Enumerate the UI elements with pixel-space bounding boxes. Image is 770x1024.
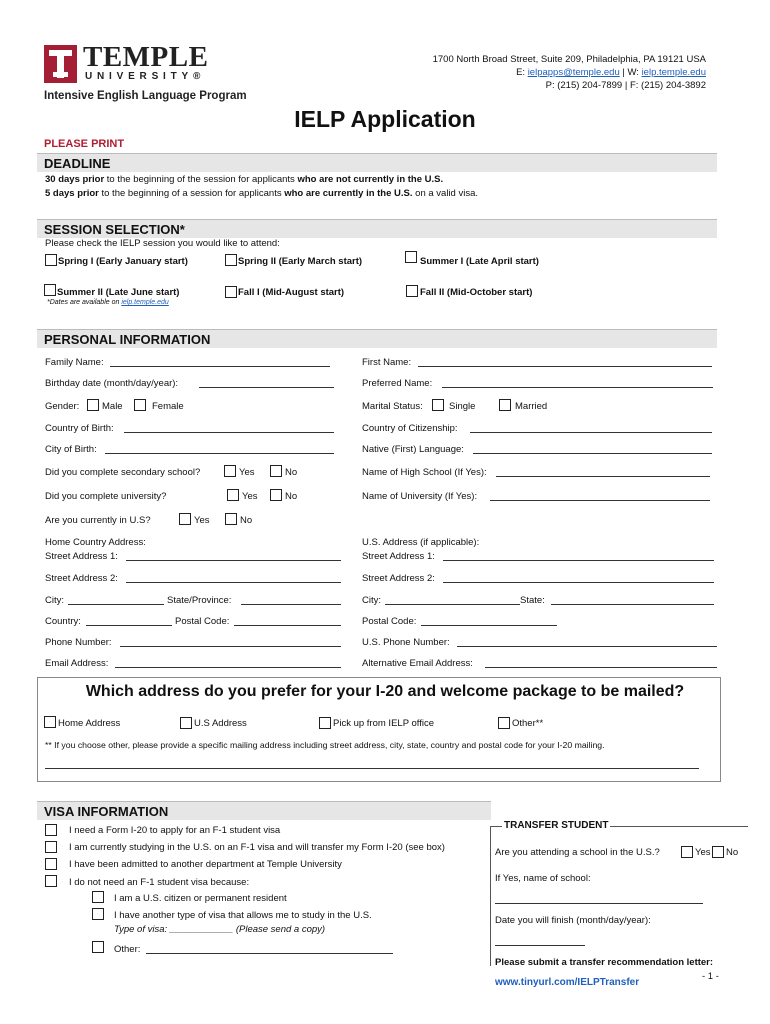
us-phone-field[interactable] — [457, 646, 717, 647]
pickup-option: Pick up from IELP office — [333, 718, 435, 729]
checkbox-in-us-yes[interactable] — [179, 513, 191, 525]
other-address-field[interactable] — [45, 768, 699, 769]
secondary-no-label: No — [285, 467, 298, 478]
us-street-1-label: Street Address 1: — [362, 551, 435, 562]
checkbox-secondary-yes[interactable] — [224, 465, 236, 477]
family-name-field[interactable] — [110, 366, 330, 367]
mailing-question: Which address do you prefer for your I-20 and welcome package to be mailed? — [85, 683, 685, 700]
secondary-yes-label: Yes — [239, 467, 255, 478]
option-fall-1: Fall I (Mid-August start) — [238, 287, 345, 298]
checkbox-visa-not-needed[interactable] — [45, 875, 57, 887]
checkbox-summer-2[interactable] — [44, 284, 56, 296]
checkbox-single[interactable] — [432, 399, 444, 411]
university-name-label: Name of University (If Yes): — [362, 491, 478, 502]
country-of-citizenship-label: Country of Citizenship: — [362, 423, 458, 434]
checkbox-university-yes[interactable] — [227, 489, 239, 501]
school-name-field[interactable] — [495, 903, 703, 904]
in-us-yes-label: Yes — [194, 515, 210, 526]
checkbox-visa-need-i20[interactable] — [45, 824, 57, 836]
recommendation-letter-note: Please submit a transfer recommendation letter: — [495, 957, 714, 968]
checkbox-visa-transfer[interactable] — [45, 841, 57, 853]
checkbox-other-visa[interactable] — [92, 908, 104, 920]
country-of-citizenship-field[interactable] — [470, 432, 712, 433]
state-province-field[interactable] — [241, 604, 341, 605]
first-name-label: First Name: — [362, 357, 412, 368]
option-summer-1: Summer I (Late April start) — [420, 256, 539, 267]
logo-wordmark: TEMPLE — [83, 41, 209, 73]
visa-info-header: VISA INFORMATION — [37, 801, 491, 820]
checkbox-female[interactable] — [134, 399, 146, 411]
home-address-option: Home Address — [58, 718, 121, 729]
checkbox-secondary-no[interactable] — [270, 465, 282, 477]
checkbox-visa-other[interactable] — [92, 941, 104, 953]
email-label: Email Address: — [45, 658, 109, 669]
male-label: Male — [102, 401, 123, 412]
native-language-label: Native (First) Language: — [362, 444, 464, 455]
family-name-label: Family Name: — [45, 357, 104, 368]
country-of-birth-field[interactable] — [124, 432, 334, 433]
us-phone-label: U.S. Phone Number: — [362, 637, 450, 648]
alt-email-field[interactable] — [485, 667, 717, 668]
checkbox-transfer-yes[interactable] — [681, 846, 693, 858]
university-yes-label: Yes — [242, 491, 258, 502]
please-print-label: PLEASE PRINT — [44, 138, 125, 150]
home-city-field[interactable] — [68, 604, 164, 605]
visa-option-2: I am currently studying in the U.S. on an F-1 visa and will transfer my Form I-20 (see box) — [69, 842, 445, 853]
preferred-name-field[interactable] — [442, 387, 713, 388]
mailing-note: ** If you choose other, please provide a specific mailing address including street address, city, state, country and postal code for your I-20 mailing. — [45, 740, 605, 750]
checkbox-married[interactable] — [499, 399, 511, 411]
phone-label: Phone Number: — [45, 637, 112, 648]
high-school-field[interactable] — [496, 476, 710, 477]
married-label: Married — [515, 401, 548, 412]
university-question: Did you complete university? — [45, 491, 167, 502]
us-city-label: City: — [362, 595, 381, 606]
checkbox-us-address[interactable] — [180, 717, 192, 729]
checkbox-spring-2[interactable] — [225, 254, 237, 266]
checkbox-pickup[interactable] — [319, 717, 331, 729]
phone-line: P: (215) 204-7899 | F: (215) 204-3892 — [545, 80, 706, 91]
us-state-label: State: — [520, 595, 545, 606]
us-street-2-label: Street Address 2: — [362, 573, 435, 584]
gender-label: Gender: — [45, 401, 80, 412]
transfer-student-title: TRANSFER STUDENT — [504, 820, 609, 831]
session-instruction: Please check the IELP session you would like to attend: — [45, 238, 280, 249]
visa-sub-option-3: Other: — [114, 944, 141, 955]
program-name: Intensive English Language Program — [44, 90, 247, 102]
university-no-label: No — [285, 491, 298, 502]
us-state-field[interactable] — [551, 604, 714, 605]
deadline-line-1: 30 days prior to the beginning of the session for applicants who are not currently in the U.S. — [45, 174, 444, 185]
option-fall-2: Fall II (Mid-October start) — [420, 287, 533, 298]
school-name-label: If Yes, name of school: — [495, 873, 591, 884]
birthday-field[interactable] — [199, 387, 334, 388]
email-field[interactable] — [115, 667, 341, 668]
phone-field[interactable] — [120, 646, 341, 647]
birthday-label: Birthday date (month/day/year): — [45, 378, 179, 389]
us-address-label: U.S. Address (if applicable): — [362, 537, 480, 548]
home-street-2-label: Street Address 2: — [45, 573, 118, 584]
logo-subtitle: UNIVERSITY® — [85, 71, 206, 82]
dates-link[interactable]: ielp.temple.edu — [121, 299, 169, 306]
visa-option-4: I do not need an F-1 student visa because: — [69, 877, 250, 888]
checkbox-spring-1[interactable] — [45, 254, 57, 266]
home-country-label: Country: — [45, 616, 81, 627]
contact-line: E: ielpapps@temple.edu | W: ielp.temple.edu — [516, 67, 706, 78]
personal-info-header: PERSONAL INFORMATION — [37, 329, 717, 348]
checkbox-fall-2[interactable] — [406, 285, 418, 297]
university-name-field[interactable] — [490, 500, 710, 501]
checkbox-summer-1[interactable] — [405, 251, 417, 263]
option-spring-1: Spring I (Early January start) — [58, 256, 188, 267]
transfer-question: Are you attending a school in the U.S.? — [495, 847, 660, 858]
checkbox-other[interactable] — [498, 717, 510, 729]
option-spring-2: Spring II (Early March start) — [238, 256, 363, 267]
secondary-school-question: Did you complete secondary school? — [45, 467, 201, 478]
us-street-2-field[interactable] — [443, 582, 714, 583]
state-province-label: State/Province: — [167, 595, 232, 606]
home-street-1-field[interactable] — [126, 560, 341, 561]
transfer-yes-label: Yes — [695, 847, 711, 858]
us-street-1-field[interactable] — [443, 560, 714, 561]
city-of-birth-label: City of Birth: — [45, 444, 97, 455]
checkbox-transfer-no[interactable] — [712, 846, 724, 858]
native-language-field[interactable] — [473, 453, 712, 454]
checkbox-university-no[interactable] — [270, 489, 282, 501]
single-label: Single — [449, 401, 476, 412]
visa-option-3: I have been admitted to another department at Temple University — [69, 859, 342, 870]
home-address-label: Home Country Address: — [45, 537, 146, 548]
session-selection-header: SESSION SELECTION* — [37, 219, 717, 238]
female-label: Female — [152, 401, 184, 412]
home-postal-label: Postal Code: — [175, 616, 230, 627]
visa-type-line: Type of visa: ____________ (Please send a copy) — [114, 924, 326, 935]
checkbox-citizen[interactable] — [92, 891, 104, 903]
deadline-line-2: 5 days prior to the beginning of a session for applicants who are currently in the U.S. on a valid visa. — [45, 188, 478, 199]
in-us-no-label: No — [240, 515, 253, 526]
high-school-label: Name of High School (If Yes): — [362, 467, 487, 478]
country-of-birth-label: Country of Birth: — [45, 423, 114, 434]
visa-other-field[interactable] — [146, 953, 393, 954]
first-name-field[interactable] — [418, 366, 712, 367]
us-postal-field[interactable] — [421, 625, 557, 626]
home-street-1-label: Street Address 1: — [45, 551, 118, 562]
finish-date-field[interactable] — [495, 945, 585, 946]
us-city-field[interactable] — [385, 604, 520, 605]
address-line: 1700 North Broad Street, Suite 209, Philadelphia, PA 19121 USA — [432, 54, 706, 65]
us-postal-label: Postal Code: — [362, 616, 417, 627]
visa-option-1: I need a Form I-20 to apply for an F-1 student visa — [69, 825, 281, 836]
home-postal-field[interactable] — [234, 625, 341, 626]
alt-email-label: Alternative Email Address: — [362, 658, 473, 669]
home-street-2-field[interactable] — [126, 582, 341, 583]
in-us-question: Are you currently in U.S? — [45, 515, 151, 526]
deadline-header: DEADLINE — [37, 153, 717, 172]
checkbox-male[interactable] — [87, 399, 99, 411]
city-of-birth-field[interactable] — [105, 453, 334, 454]
checkbox-fall-1[interactable] — [225, 286, 237, 298]
checkbox-home-address[interactable] — [44, 716, 56, 728]
preferred-name-label: Preferred Name: — [362, 378, 433, 389]
checkbox-in-us-no[interactable] — [225, 513, 237, 525]
marital-status-label: Marital Status: — [362, 401, 423, 412]
visa-sub-option-2: I have another type of visa that allows me to study in the U.S. — [114, 910, 372, 921]
home-city-label: City: — [45, 595, 64, 606]
us-address-option: U.S Address — [194, 718, 247, 729]
session-dates-note: *Dates are available on ielp.temple.edu — [47, 299, 169, 306]
page-number: - 1 - — [702, 971, 719, 982]
transfer-link[interactable]: www.tinyurl.com/IELPTransfer — [495, 977, 640, 988]
visa-sub-option-1: I am a U.S. citizen or permanent resident — [114, 893, 287, 904]
other-option: Other** — [512, 718, 544, 729]
temple-t-logo-icon — [44, 45, 77, 83]
option-summer-2: Summer II (Late June start) — [57, 287, 180, 298]
transfer-no-label: No — [726, 847, 739, 858]
finish-date-label: Date you will finish (month/day/year): — [495, 915, 651, 926]
website-link[interactable]: ielp.temple.edu — [641, 67, 706, 78]
page-title: IELP Application — [294, 106, 476, 132]
checkbox-visa-admitted[interactable] — [45, 858, 57, 870]
home-country-field[interactable] — [86, 625, 172, 626]
email-link[interactable]: ielpapps@temple.edu — [527, 67, 620, 78]
